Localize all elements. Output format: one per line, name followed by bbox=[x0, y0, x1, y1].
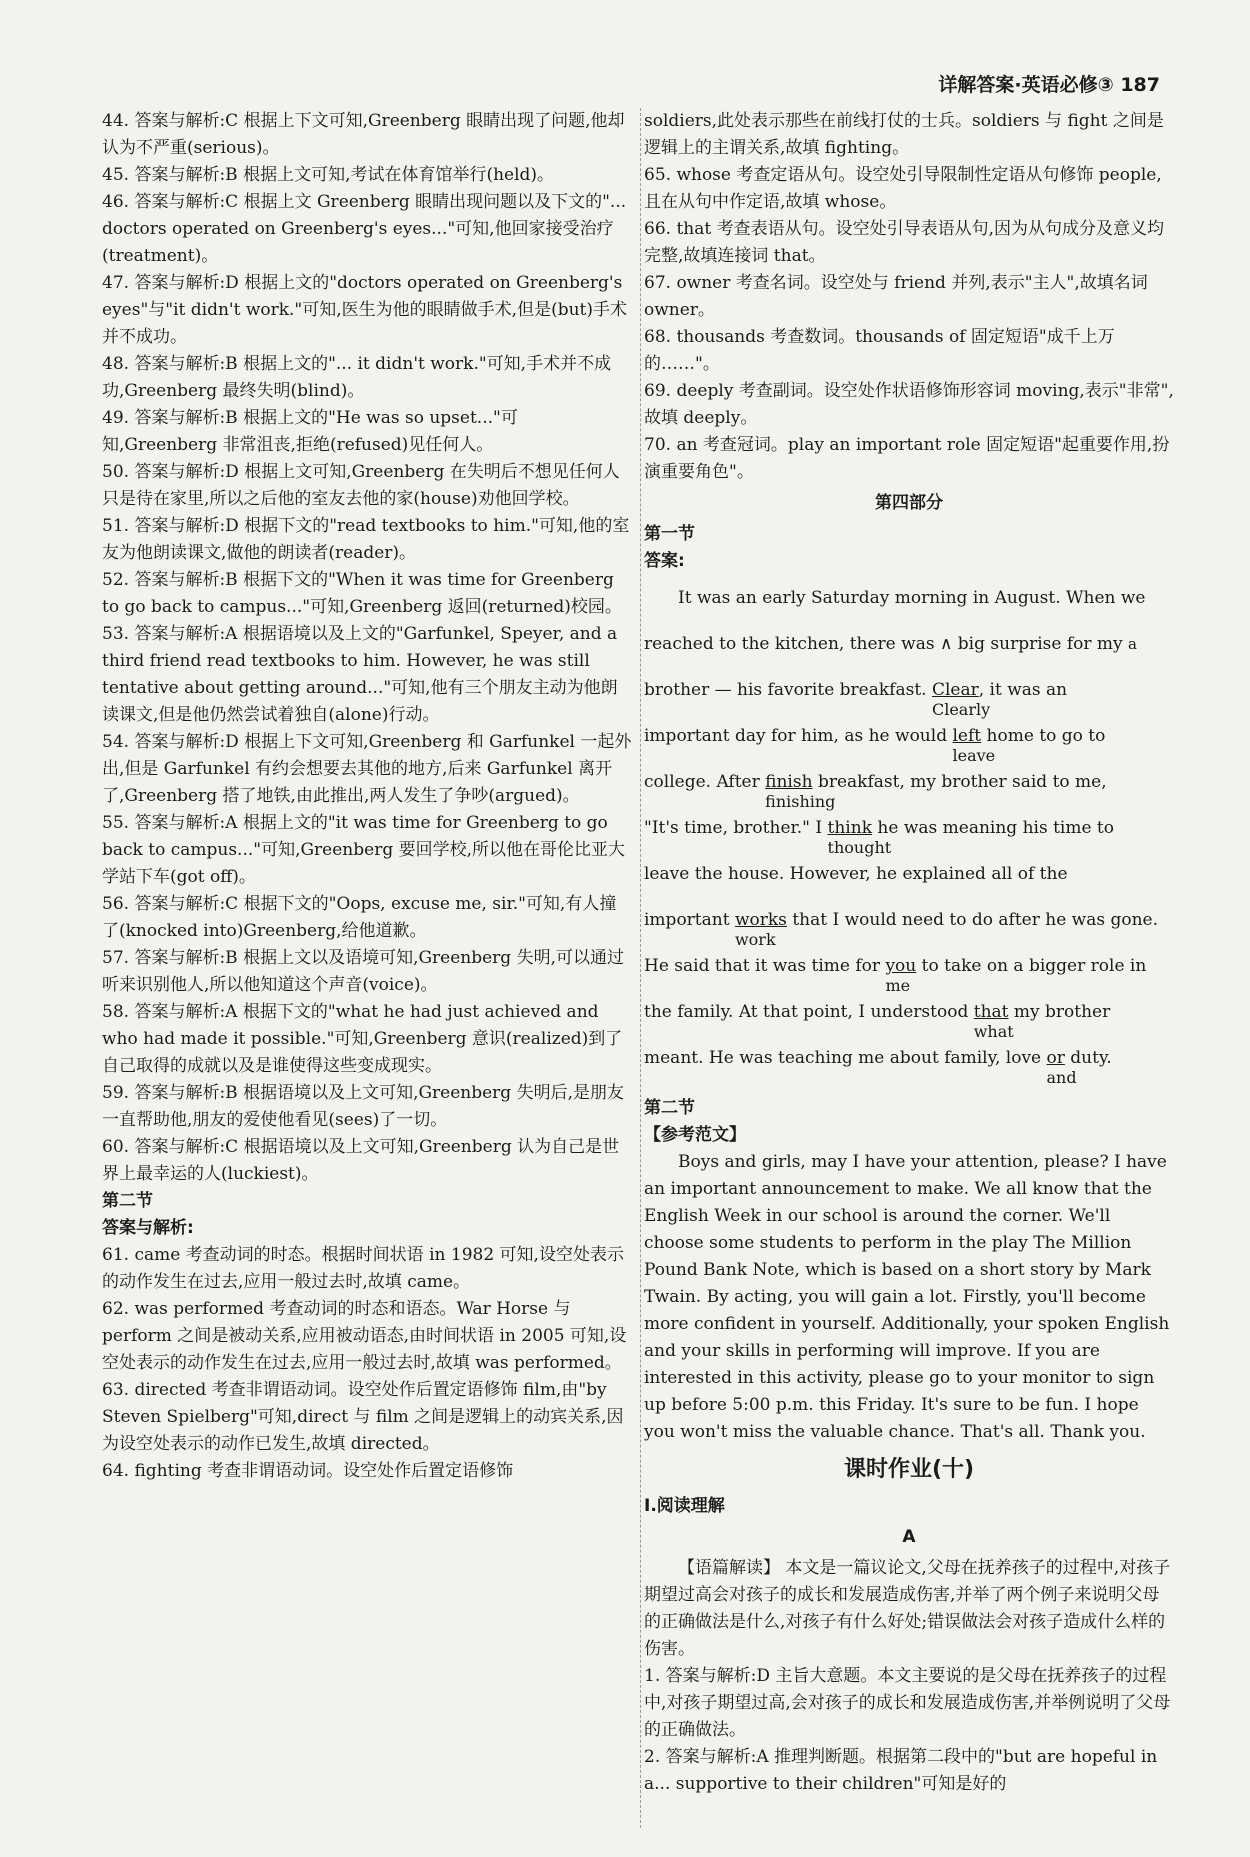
answer-label-2: 答案: bbox=[644, 551, 685, 571]
corr-l11a: meant. He was teaching me about family, love bbox=[644, 1048, 1042, 1068]
passage-summary: 【语篇解读】 本文是一篇议论文,父母在抚养孩子的过程中,对孩子期望过高会对孩子的成长和发展造成伤害,并举了两个例子来说明父母的正确做法是什么,对孩子有什么好处;错误做法会对孩子造成什么样的伤害。 bbox=[644, 1558, 1171, 1659]
corr-you-orig: you bbox=[885, 956, 917, 976]
answer-51: 51. 答案与解析:D 根据下文的"read textbooks to him."可知,他的室友为他朗读课文,做他的朗读者(reader)。 bbox=[102, 516, 630, 563]
answer-65: 65. whose 考查定语从句。设空处引导限制性定语从句修饰 people,且在从句中作定语,故填 whose。 bbox=[644, 165, 1162, 212]
answer-label: 答案与解析: bbox=[102, 1218, 194, 1238]
corr-line-3 bbox=[644, 667, 1174, 719]
answer-70: 70. an 考查冠词。play an important role 固定短语"起重要作用,扮演重要角色"。 bbox=[644, 435, 1170, 482]
answer-69: 69. deeply 考查副词。设空处作状语修饰形容词 moving,表示"非常",故填 deeply。 bbox=[644, 381, 1174, 428]
answer-1: 1. 答案与解析:D 主旨大意题。本文主要说的是父母在抚养孩子的过程中,对孩子期望过高,会对孩子的成长和发展造成伤害,并举例说明了父母的正确做法。 bbox=[644, 1666, 1171, 1740]
answer-53: 53. 答案与解析:A 根据语境以及上文的"Garfunkel, Speyer, and a third friend read textbooks to him. However, he was still tentative about getting around..."可知,他有三个朋友主动为他朗读课文,但是他仍然尝试着独自(alone)行动。 bbox=[102, 624, 618, 725]
corr-l6b: he was meaning his time to bbox=[877, 818, 1115, 838]
answer-61: 61. came 考查动词的时态。根据时间状语 in 1982 可知,设空处表示的动作发生在过去,应用一般过去时,故填 came。 bbox=[102, 1245, 624, 1292]
reading-section-title: Ⅰ.阅读理解 bbox=[644, 1496, 725, 1516]
corr-line-2 bbox=[644, 621, 1174, 667]
section-2-label-right: 第二节 bbox=[644, 1098, 695, 1118]
answer-57: 57. 答案与解析:B 根据上文以及语境可知,Greenberg 失明,可以通过听来识别他人,所以他知道这个声音(voice)。 bbox=[102, 948, 625, 995]
corr-you-fix: me bbox=[885, 976, 911, 995]
corr-insert-a: a bbox=[1128, 635, 1137, 653]
corr-left-orig: left bbox=[952, 726, 982, 746]
corr-l3b: , it was an bbox=[978, 680, 1068, 700]
corr-that-fix: what bbox=[973, 1022, 1014, 1041]
corr-l6a: "It's time, brother." I bbox=[644, 818, 823, 838]
corr-think bbox=[827, 805, 892, 857]
corr-that-orig: that bbox=[973, 1002, 1009, 1022]
right-column bbox=[644, 108, 1174, 1798]
passage-a-label: A bbox=[902, 1527, 916, 1547]
column-divider bbox=[640, 108, 641, 1828]
corr-finish-orig: finish bbox=[765, 772, 813, 792]
answer-60: 60. 答案与解析:C 根据语境以及上文可知,Greenberg 认为自己是世界上最幸运的人(luckiest)。 bbox=[102, 1137, 620, 1184]
answer-55: 55. 答案与解析:A 根据上文的"it was time for Greenberg to go back to campus..."可知,Greenberg 要回学校,所以他在哥伦比亚大学站下车(got off)。 bbox=[102, 813, 626, 887]
homework-title: 课时作业(十) bbox=[843, 1457, 975, 1482]
corr-line-1: It was an early Saturday morning in August. When we bbox=[678, 588, 1146, 608]
corr-l11b: duty. bbox=[1070, 1048, 1112, 1068]
answer-68: 68. thousands 考查数词。thousands of 固定短语"成千上万的……"。 bbox=[644, 327, 1115, 374]
answer-58: 58. 答案与解析:A 根据下文的"what he had just achieved and who had made it possible."可知,Greenberg 意识(realized)到了自己取得的成就以及是谁使得这些变成现实。 bbox=[102, 1002, 623, 1076]
corr-clear-fix: Clearly bbox=[931, 700, 991, 719]
correction-passage bbox=[644, 575, 1174, 1087]
answer-59: 59. 答案与解析:B 根据语境以及上文可知,Greenberg 失明后,是朋友一直帮助他,朋友的爱使他看见(sees)了一切。 bbox=[102, 1083, 625, 1130]
corr-or-orig: or bbox=[1046, 1048, 1065, 1068]
corr-works-fix: work bbox=[734, 930, 776, 949]
corr-l3a: brother — his favorite breakfast. bbox=[644, 680, 927, 700]
section-1-label: 第一节 bbox=[644, 524, 695, 544]
corr-finish bbox=[765, 759, 836, 811]
corr-line-9 bbox=[644, 943, 1174, 995]
corr-left-fix: leave bbox=[952, 746, 996, 765]
corr-l2a: reached to the kitchen, there was ∧ big surprise for my bbox=[644, 634, 1123, 654]
corr-works-orig: works bbox=[734, 910, 787, 930]
answer-56: 56. 答案与解析:C 根据下文的"Oops, excuse me, sir."可知,有人撞了(knocked into)Greenberg,给他道歉。 bbox=[102, 894, 617, 941]
corr-that bbox=[973, 989, 1014, 1041]
corr-l8a: important bbox=[644, 910, 730, 930]
corr-l8b: that I would need to do after he was gone. bbox=[792, 910, 1159, 930]
answer-49: 49. 答案与解析:B 根据上文的"He was so upset..."可知,Greenberg 非常沮丧,拒绝(refused)见任何人。 bbox=[102, 408, 518, 455]
answer-2: 2. 答案与解析:A 推理判断题。根据第二段中的"but are hopeful in a... supportive to their children"可知是好的 bbox=[644, 1747, 1158, 1794]
answer-54: 54. 答案与解析:D 根据上下文可知,Greenberg 和 Garfunkel 一起外出,但是 Garfunkel 有约会想要去其他的地方,后来 Garfunkel 离开了,Greenberg 搭了地铁,由此推出,两人发生了争吵(argued)。 bbox=[102, 732, 632, 806]
corr-line-6 bbox=[644, 805, 1174, 857]
part-4-title: 第四部分 bbox=[875, 493, 943, 513]
answer-64-cont: soldiers,此处表示那些在前线打仗的士兵。soldiers 与 fight 之间是逻辑上的主谓关系,故填 fighting。 bbox=[644, 111, 1164, 158]
corr-think-fix: thought bbox=[827, 838, 892, 857]
corr-l4b: home to go to bbox=[986, 726, 1106, 746]
corr-works bbox=[734, 897, 787, 949]
corr-or-fix: and bbox=[1046, 1068, 1077, 1087]
corr-clear-orig: Clear bbox=[931, 680, 979, 700]
corr-l9b: to take on a bigger role in bbox=[921, 956, 1147, 976]
corr-l4a: important day for him, as he would bbox=[644, 726, 948, 746]
corr-clear bbox=[931, 667, 991, 719]
corr-l5b: breakfast, my brother said to me, bbox=[817, 772, 1107, 792]
corr-think-orig: think bbox=[827, 818, 872, 838]
section-2-label: 第二节 bbox=[102, 1191, 153, 1211]
corr-line-5 bbox=[644, 759, 1174, 811]
reference-essay-label: 【参考范文】 bbox=[644, 1125, 746, 1145]
answer-62: 62. was performed 考查动词的时态和语态。War Horse 与 perform 之间是被动关系,应用被动语态,由时间状语 in 2005 可知,设空处表示的动作发生在过去,应用一般过去时,故填 was performed。 bbox=[102, 1299, 627, 1373]
answer-52: 52. 答案与解析:B 根据下文的"When it was time for Greenberg to go back to campus..."可知,Greenberg 返回(returned)校园。 bbox=[102, 570, 622, 617]
corr-line-11 bbox=[644, 1035, 1174, 1087]
answer-66: 66. that 考查表语从句。设空处引导表语从句,因为从句成分及意义均完整,故填连接词 that。 bbox=[644, 219, 1164, 266]
page-header: 详解答案·英语必修③ 187 bbox=[938, 74, 1160, 96]
reference-essay: Boys and girls, may I have your attention, please? I have an important announcement to make. We all know that the English Week in our school is around the corner. We'll choose some students to perform in the play The Million Pound Bank Note, which is based on a short story by Mark Twain. By acting, you will gain a lot. Firstly, you'll become more confident in yourself. Additionally, your spoken English and your skills in performing will improve. If you are interested in this activity, please go to your monitor to sign up before 5:00 p.m. this Friday. It's sure to be fun. I hope you won't miss the valuable chance. That's all. Thank you. bbox=[644, 1152, 1170, 1442]
corr-line-4 bbox=[644, 713, 1174, 765]
corr-line-7: leave the house. However, he explained all of the bbox=[644, 864, 1068, 884]
answer-48: 48. 答案与解析:B 根据上文的"... it didn't work."可知,手术并不成功,Greenberg 最终失明(blind)。 bbox=[102, 354, 612, 401]
answer-47: 47. 答案与解析:D 根据上文的"doctors operated on Greenberg's eyes"与"it didn't work."可知,医生为他的眼睛做手术,但是(but)手术并不成功。 bbox=[102, 273, 627, 347]
corr-line-8 bbox=[644, 897, 1174, 949]
answer-67: 67. owner 考查名词。设空处与 friend 并列,表示"主人",故填名词 owner。 bbox=[644, 273, 1148, 320]
answer-46: 46. 答案与解析:C 根据上文 Greenberg 眼睛出现问题以及下文的"... doctors operated on Greenberg's eyes..."可知,他回家接受治疗(treatment)。 bbox=[102, 192, 627, 266]
answer-44: 44. 答案与解析:C 根据上下文可知,Greenberg 眼睛出现了问题,他却认为不严重(serious)。 bbox=[102, 111, 625, 158]
corr-l5a: college. After bbox=[644, 772, 760, 792]
corr-finish-fix: finishing bbox=[765, 792, 836, 811]
corr-left bbox=[952, 713, 996, 765]
corr-l10a: the family. At that point, I understood bbox=[644, 1002, 969, 1022]
answer-63: 63. directed 考查非谓语动词。设空处作后置定语修饰 film,由"by Steven Spielberg"可知,direct 与 film 之间是逻辑上的动宾关系,因为设空处表示的动作已发生,故填 directed。 bbox=[102, 1380, 624, 1454]
corr-you bbox=[885, 943, 917, 995]
corr-or bbox=[1046, 1035, 1077, 1087]
corr-l9a: He said that it was time for bbox=[644, 956, 881, 976]
answer-64: 64. fighting 考查非谓语动词。设空处作后置定语修饰 bbox=[102, 1461, 514, 1481]
answer-45: 45. 答案与解析:B 根据上文可知,考试在体育馆举行(held)。 bbox=[102, 165, 555, 185]
corr-l10b: my brother bbox=[1013, 1002, 1111, 1022]
answer-50: 50. 答案与解析:D 根据上文可知,Greenberg 在失明后不想见任何人只是待在家里,所以之后他的室友去他的家(house)劝他回学校。 bbox=[102, 462, 620, 509]
left-column bbox=[102, 108, 632, 1485]
